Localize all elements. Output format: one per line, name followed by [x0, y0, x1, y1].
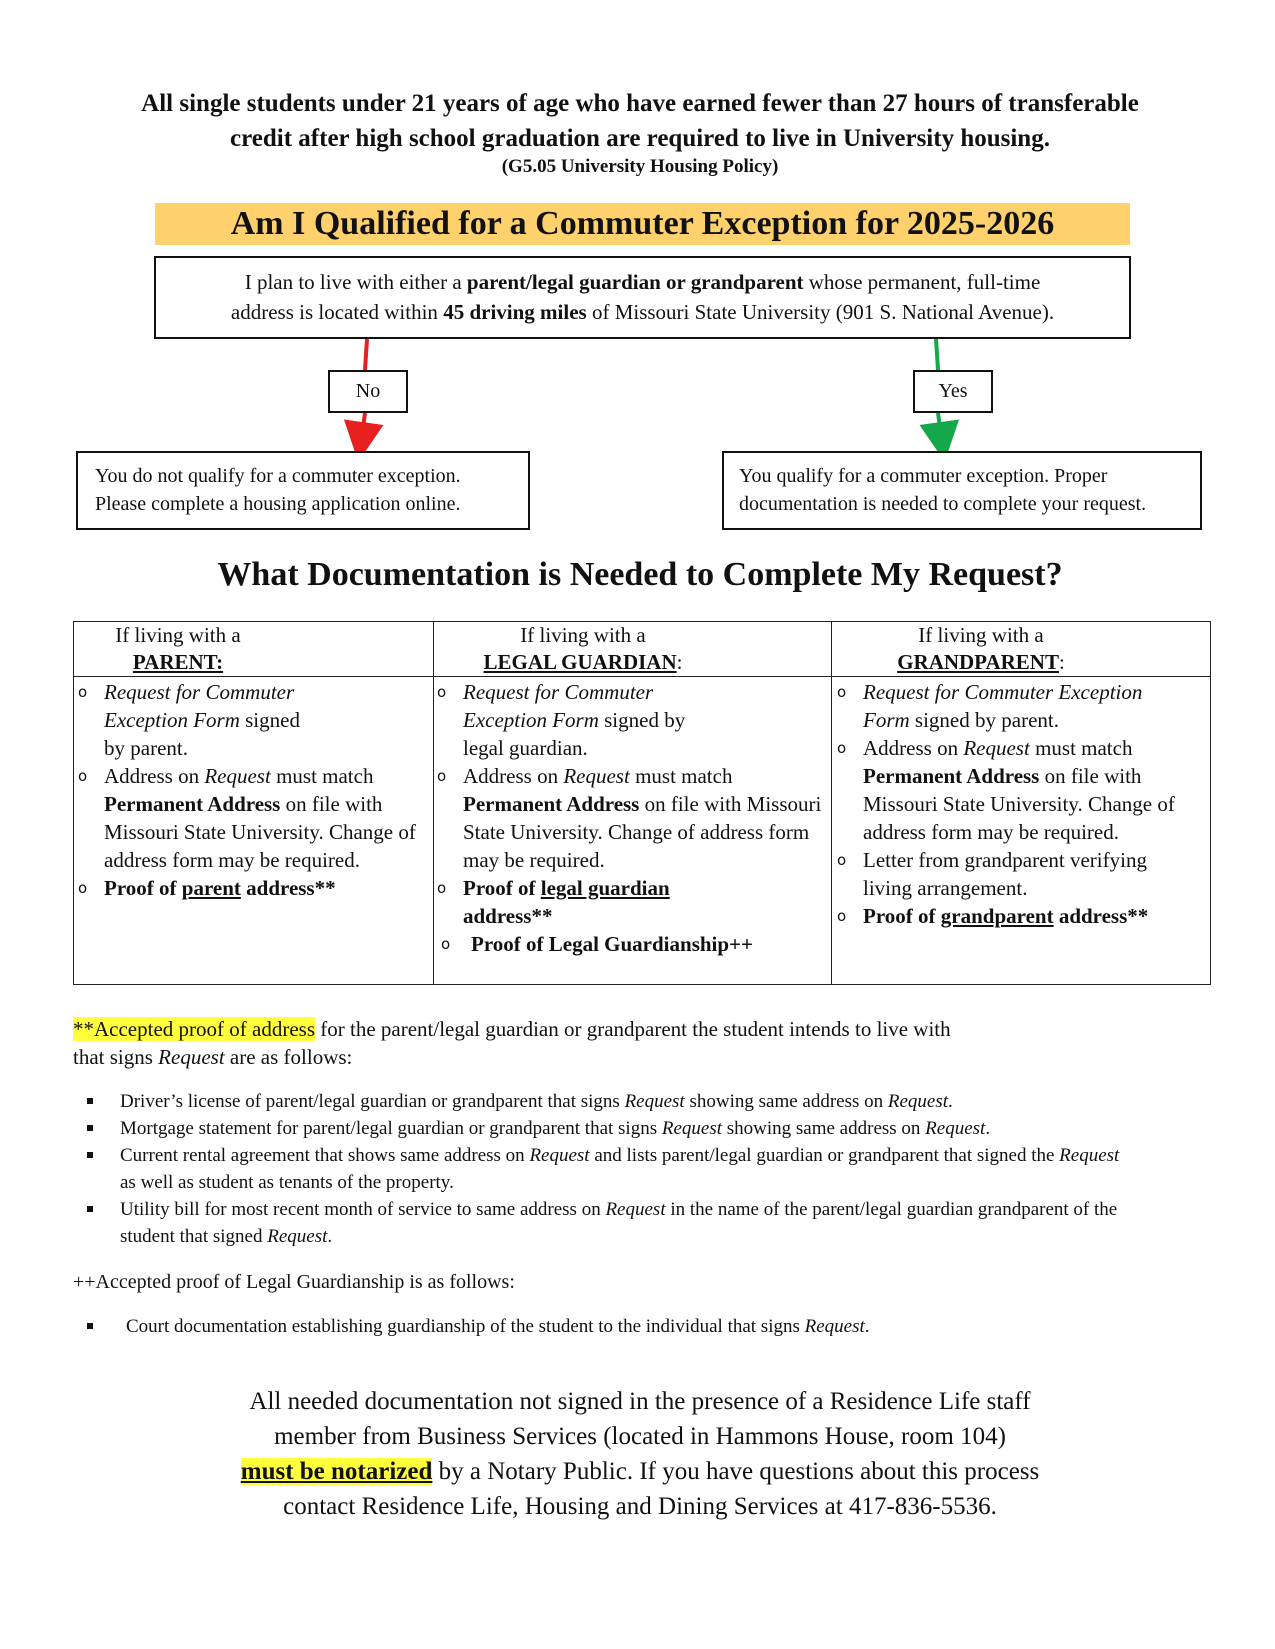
- request-italic: Request: [963, 736, 1030, 760]
- text: address**: [240, 876, 336, 900]
- header-divider: [74, 676, 1210, 677]
- circle-bullet-icon: o: [837, 683, 847, 701]
- grandparent-form-item: [863, 678, 1211, 734]
- list-item: [73, 1142, 1133, 1196]
- circle-bullet-icon: o: [78, 683, 88, 701]
- square-bullet-icon: [73, 1088, 120, 1115]
- text: Driver’s license of parent/legal guardian or grandparent that signs: [120, 1091, 625, 1112]
- text: in the name of the parent/legal guardian grandparent of the student that signed: [120, 1199, 1118, 1247]
- list-item: [833, 734, 1211, 846]
- text: by a Notary Public. If you have questions about this process: [432, 1458, 1040, 1485]
- guardian-header-keyword-line: [433, 649, 733, 676]
- text: Address on: [463, 764, 564, 788]
- proof-of-address-list: [73, 1088, 1133, 1250]
- text: address**: [1053, 904, 1149, 928]
- circle-bullet-icon: o: [837, 907, 847, 925]
- text: as well as student as tenants of the property.: [120, 1172, 454, 1193]
- form-name: Request for Commuter Exception Form: [463, 680, 654, 732]
- permanent-address-bold: Permanent Address: [863, 764, 1040, 788]
- list-item: [74, 874, 429, 902]
- yes-result-line-2: documentation is needed to complete your request.: [739, 493, 1147, 515]
- grandparent-address-item: [863, 734, 1211, 846]
- no-result-line-2: Please complete a housing application online.: [95, 493, 461, 515]
- question-text: whose permanent, full-time: [803, 270, 1041, 294]
- question-text: address is located within: [230, 300, 444, 324]
- text: Proof of: [104, 876, 182, 900]
- guardian-requirements: [433, 678, 829, 958]
- list-item: [74, 678, 429, 762]
- guardian-header-line: If living with a: [520, 623, 646, 647]
- guardian-column-header: [433, 622, 733, 676]
- form-name: Request for Commuter Exception Form: [863, 680, 1143, 732]
- circle-bullet-icon: o: [78, 767, 88, 785]
- question-text: of Missouri State University (901 S. National Avenue).: [586, 300, 1055, 324]
- text: .: [327, 1226, 333, 1247]
- underlined-relation: grandparent: [940, 904, 1054, 928]
- grandparent-letter-item: Letter from grandparent verifying living arrangement.: [863, 848, 1147, 900]
- grandparent-header-keyword: GRANDPARENT: [897, 650, 1059, 674]
- square-bullet-icon: [73, 1196, 120, 1250]
- underlined-relation: parent: [181, 876, 241, 900]
- request-italic: Request: [925, 1118, 986, 1139]
- form-name: Request for Commuter Exception Form: [104, 680, 295, 732]
- question-text: I plan to live with either a: [244, 270, 467, 294]
- list-item-text: [120, 1142, 1133, 1196]
- request-italic: Request: [605, 1199, 666, 1220]
- circle-bullet-icon: o: [837, 851, 847, 869]
- list-item: [73, 1115, 1133, 1142]
- list-item-text: [120, 1115, 990, 1142]
- list-item: [433, 678, 829, 762]
- text: must match: [1029, 736, 1133, 760]
- request-italic: Request: [204, 764, 271, 788]
- list-item-text: [120, 1196, 1133, 1250]
- text: must match: [270, 764, 374, 788]
- form-signer: signed by parent.: [909, 708, 1059, 732]
- legal-guardianship-proof: Proof of Legal Guardianship++: [471, 932, 753, 956]
- text: are as follows:: [224, 1045, 353, 1069]
- text: on file with Missouri State University. Change of address form may be required.: [863, 764, 1175, 844]
- circle-bullet-icon: o: [437, 767, 447, 785]
- request-italic: Request: [563, 764, 630, 788]
- text: Address on: [863, 736, 964, 760]
- text: Proof of: [463, 876, 541, 900]
- request-italic: Request: [529, 1145, 590, 1166]
- intro-line-1: All single students under 21 years of age who have earned fewer than 27 hours of transferable: [141, 90, 1139, 117]
- list-item: [433, 762, 829, 874]
- text: showing same address on: [722, 1118, 926, 1139]
- parent-column-header: [74, 622, 282, 676]
- permanent-address-bold: Permanent Address: [104, 792, 281, 816]
- colon: :: [676, 650, 683, 674]
- list-item: [833, 902, 1211, 930]
- list-item: [73, 1088, 1133, 1115]
- text: Address on: [104, 764, 205, 788]
- request-italic: Request: [158, 1045, 225, 1069]
- grandparent-column-header: [831, 622, 1131, 676]
- guardianship-intro: ++Accepted proof of Legal Guardianship is as follows:: [73, 1271, 515, 1293]
- grandparent-requirements: [833, 678, 1211, 930]
- parent-proof-item: [104, 874, 429, 902]
- footer-line-1: All needed documentation not signed in the presence of a Residence Life staff: [249, 1388, 1031, 1415]
- text: Utility bill for most recent month of service to same address on: [120, 1199, 606, 1220]
- no-result-box: [76, 451, 530, 530]
- request-italic: Request: [267, 1226, 328, 1247]
- circle-bullet-icon: o: [441, 935, 451, 953]
- no-arrow-bottom: [361, 413, 365, 442]
- proof-intro-line-2: [73, 1043, 1213, 1071]
- text: Court documentation establishing guardianship of the student to the individual that signs: [126, 1316, 805, 1337]
- permanent-address-bold: Permanent Address: [463, 792, 640, 816]
- text: .: [948, 1091, 953, 1112]
- list-item: [833, 846, 1211, 902]
- request-italic: Request: [804, 1316, 865, 1337]
- circle-bullet-icon: o: [437, 683, 447, 701]
- yes-arrow-top: [936, 339, 938, 370]
- guardian-form-item: [463, 678, 829, 762]
- text: that signs: [73, 1045, 159, 1069]
- qualification-banner: Am I Qualified for a Commuter Exception for 2025-2026: [155, 203, 1130, 245]
- circle-bullet-icon: o: [437, 879, 447, 897]
- text: Proof of: [863, 904, 941, 928]
- qualification-question-box: [154, 256, 1131, 339]
- text: on file with Missouri State University. Change of address form may be required.: [104, 792, 416, 872]
- text: for the parent/legal guardian or grandparent the student intends to live with: [315, 1017, 951, 1041]
- question-line-1: [156, 267, 1129, 297]
- footer-line-4: contact Residence Life, Housing and Dining Services at 417-836-5536.: [283, 1493, 997, 1520]
- parent-header-keyword: PARENT:: [132, 650, 224, 674]
- request-italic: Request: [661, 1118, 722, 1139]
- parent-header-line: If living with a: [115, 623, 241, 647]
- request-italic: Request: [887, 1091, 949, 1112]
- no-label-box: No: [328, 370, 408, 413]
- text: Current rental agreement that shows same address on: [120, 1145, 530, 1166]
- parent-requirements: [74, 678, 429, 902]
- text: on file with Missouri State University. Change of address form may be required.: [463, 792, 822, 872]
- list-item: [73, 1196, 1133, 1250]
- list-item: [833, 678, 1211, 734]
- footer-line-3: [120, 1454, 1160, 1489]
- text: address**: [463, 904, 553, 928]
- square-bullet-icon: [73, 1313, 126, 1340]
- documentation-table: [73, 621, 1211, 985]
- proof-intro-line-1: [73, 1015, 1213, 1043]
- list-item-text: [120, 1088, 953, 1115]
- no-result-line-1: You do not qualify for a commuter exception.: [95, 465, 461, 487]
- list-item: [74, 762, 429, 874]
- guardianship-list: [73, 1313, 1133, 1340]
- guardian-header-keyword: LEGAL GUARDIAN: [483, 650, 677, 674]
- notarized-highlight: must be notarized: [240, 1458, 433, 1485]
- circle-bullet-icon: o: [78, 879, 88, 897]
- grandparent-header-line: If living with a: [918, 623, 1044, 647]
- intro-line-2: credit after high school graduation are required to live in University housing.: [230, 125, 1050, 152]
- parent-form-item: [104, 678, 429, 762]
- square-bullet-icon: [73, 1115, 120, 1142]
- grandparent-header-keyword-line: [831, 649, 1131, 676]
- guardian-address-item: [463, 762, 829, 874]
- request-italic: Request: [624, 1091, 685, 1112]
- list-item: [433, 930, 829, 958]
- yes-label-box: Yes: [913, 370, 993, 413]
- text: and lists parent/legal guardian or grandparent that signed the: [589, 1145, 1060, 1166]
- footer-line-2: member from Business Services (located in Hammons House, room 104): [274, 1423, 1006, 1450]
- notarization-note: [120, 1384, 1160, 1524]
- highlighted-heading: **Accepted proof of address: [73, 1017, 315, 1041]
- request-italic: Request: [1059, 1145, 1120, 1166]
- list-item-text: [126, 1313, 870, 1340]
- list-item: [73, 1313, 1133, 1340]
- documentation-heading: What Documentation is Needed to Complete My Request?: [217, 556, 1063, 593]
- policy-reference: (G5.05 University Housing Policy): [501, 156, 779, 177]
- grandparent-proof-item: [863, 902, 1211, 930]
- text: Mortgage statement for parent/legal guardian or grandparent that signs: [120, 1118, 662, 1139]
- circle-bullet-icon: o: [837, 739, 847, 757]
- colon: :: [1058, 650, 1065, 674]
- text: .: [864, 1316, 870, 1337]
- proof-of-address-intro: [73, 1015, 1213, 1071]
- guardian-proof-item: [463, 874, 829, 930]
- yes-arrow-bottom: [938, 413, 942, 442]
- parent-address-item: [104, 762, 429, 874]
- question-bold-distance: 45 driving miles: [443, 300, 587, 324]
- text: must match: [629, 764, 733, 788]
- form-signer: signed by parent.: [104, 708, 300, 760]
- yes-result-box: [722, 451, 1202, 530]
- text: showing same address on: [684, 1091, 888, 1112]
- yes-result-line-1: You qualify for a commuter exception. Proper: [739, 465, 1108, 487]
- question-bold-relatives: parent/legal guardian or grandparent: [466, 270, 804, 294]
- list-item: [433, 874, 829, 930]
- form-signer: signed by legal guardian.: [463, 708, 686, 760]
- square-bullet-icon: [73, 1142, 120, 1196]
- question-line-2: [156, 297, 1129, 327]
- underlined-relation: legal guardian: [540, 876, 670, 900]
- guardian-legal-item: [463, 930, 829, 958]
- text: .: [985, 1118, 991, 1139]
- no-arrow-top: [365, 339, 367, 370]
